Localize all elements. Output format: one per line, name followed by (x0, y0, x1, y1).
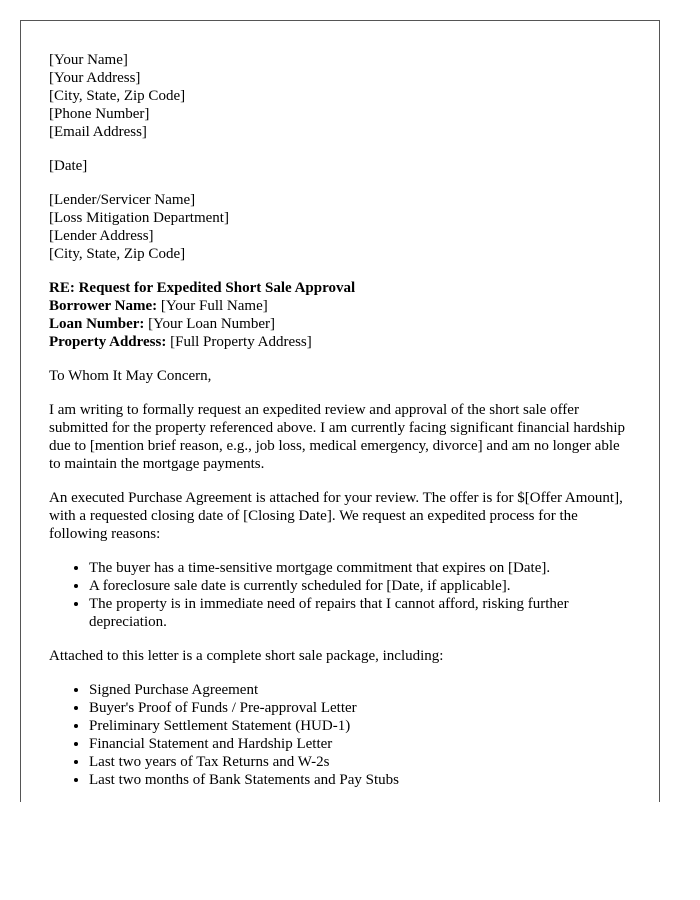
body-paragraph-1: I am writing to formally request an expedited review and approval of the short sale offer submitted for the property referenced above. I am currently facing significant financial hardship due to [mention brief reason, e.g., job loss, medical emergency, divorce] and am no longer able to maintain the mortgage payments. (49, 402, 626, 472)
sender-phone: [Phone Number] (49, 106, 150, 122)
loan-line (49, 315, 631, 333)
list-item: • The buyer has a time-sensitive mortgage commitment that expires on [Date]. (89, 559, 631, 577)
list-item: • Last two months of Bank Statements and Pay Stubs (89, 771, 631, 789)
reasons-list (49, 559, 631, 631)
sender-city-state-zip: [City, State, Zip Code] (49, 88, 186, 104)
borrower-value: [Your Full Name] (157, 298, 268, 314)
body-paragraph-2: An executed Purchase Agreement is attached for your review. The offer is for $[Offer Amount], with a requested closing date of [Closing Date]. We request an expedited process for the following reasons: (49, 490, 623, 542)
recipient-name: [Lender/Servicer Name] (49, 192, 196, 208)
salutation: To Whom It May Concern, (49, 368, 212, 384)
property-line (49, 333, 631, 351)
sender-block (49, 51, 631, 141)
list-item: • Last two years of Tax Returns and W-2s (89, 753, 631, 771)
property-value: [Full Property Address] (166, 334, 312, 350)
borrower-line (49, 297, 631, 315)
sender-name: [Your Name] (49, 52, 128, 68)
list-item: • Financial Statement and Hardship Letter (89, 735, 631, 753)
subject-block (49, 279, 631, 351)
borrower-label: Borrower Name: (49, 298, 158, 314)
body-paragraph-3: Attached to this letter is a complete short sale package, including: (49, 648, 444, 664)
property-label: Property Address: (49, 334, 167, 350)
date-block (49, 157, 631, 175)
list-item: • A foreclosure sale date is currently scheduled for [Date, if applicable]. (89, 577, 631, 595)
letter-page (20, 20, 660, 802)
list-item: • Signed Purchase Agreement (89, 681, 631, 699)
list-item: • Buyer's Proof of Funds / Pre-approval Letter (89, 699, 631, 717)
package-list (49, 681, 631, 789)
recipient-department: [Loss Mitigation Department] (49, 210, 229, 226)
recipient-block (49, 191, 631, 263)
sender-address: [Your Address] (49, 70, 141, 86)
recipient-address: [Lender Address] (49, 228, 154, 244)
sender-email: [Email Address] (49, 124, 147, 140)
letter-date: [Date] (49, 158, 88, 174)
list-item: • The property is in immediate need of repairs that I cannot afford, risking further depreciation. (89, 595, 631, 631)
subject-line: RE: Request for Expedited Short Sale Approval (49, 280, 356, 296)
list-item: • Preliminary Settlement Statement (HUD-1) (89, 717, 631, 735)
loan-label: Loan Number: (49, 316, 145, 332)
loan-value: [Your Loan Number] (144, 316, 275, 332)
recipient-city-state-zip: [City, State, Zip Code] (49, 246, 186, 262)
